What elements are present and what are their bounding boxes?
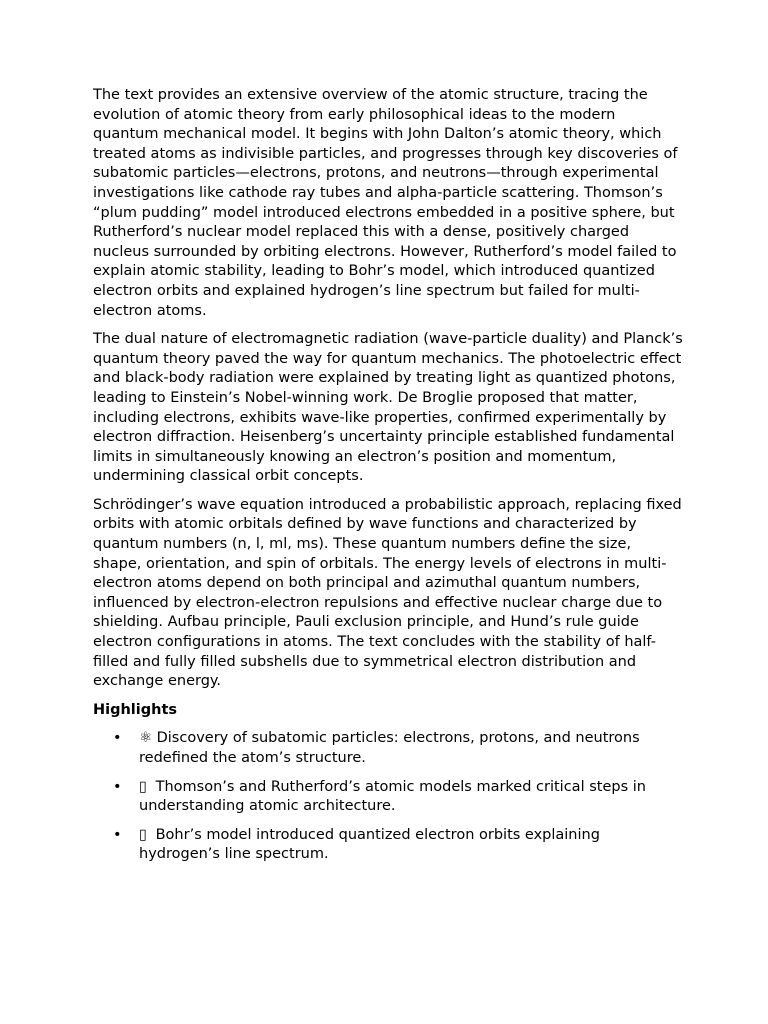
missing-glyph-icon: ▯ [139, 778, 147, 795]
missing-glyph-icon: ▯ [139, 826, 147, 843]
list-item [93, 778, 683, 817]
bullet-icon: • [113, 730, 122, 747]
bullet-icon: • [113, 778, 122, 795]
paragraph-quantum-theory: The dual nature of electromagnetic radiation (wave-particle duality) and Planck’s quantum theory paved the way for quantum mechanics. The photoelectric effect and black-body radiation were explained by treating light as quantized photons, leading to Einstein’s Nobel-winning work. De Broglie proposed that matter, including electrons, exhibits wave-like properties, confirmed experimentally by electron diffraction. Heisenberg’s uncertainty principle established fundamental limits in simultaneously knowing an electron’s position and momentum, undermining classical orbit concepts. [93, 331, 683, 485]
list-item [93, 826, 683, 865]
paragraph-overview: The text provides an extensive overview of the atomic structure, tracing the evolution of atomic theory from early philosophical ideas to the modern quantum mechanical model. It begins with John Dalton’s atomic theory, which treated atoms as indivisible particles, and progresses through key discoveries of subatomic particles—electrons, protons, and neutrons—through experimental investigations like cathode ray tubes and alpha-particle scattering. Thomson’s “plum pudding” model introduced electrons embedded in a positive sphere, but Rutherford’s nuclear model replaced this with a dense, positively charged nucleus surrounded by orbiting electrons. However, Rutherford’s model failed to explain atomic stability, leading to Bohr’s model, which introduced quantized electron orbits and explained hydrogen’s line spectrum but failed for multi-electron atoms. [93, 87, 678, 319]
atom-icon: ⚛ [139, 730, 152, 747]
highlight-text: Discovery of subatomic particles: electrons, protons, and neutrons redefined the atom’s structure. [139, 730, 640, 766]
paragraph-wave-equation: Schrödinger’s wave equation introduced a probabilistic approach, replacing fixed orbits with atomic orbitals defined by wave functions and characterized by quantum numbers (n, l, ml, ms). These quantum numbers define the size, shape, orientation, and spin of orbitals. The energy levels of electrons in multi-electron atoms depend on both principal and azimuthal quantum numbers, influenced by electron-electron repulsions and effective nuclear charge due to shielding. Aufbau principle, Pauli exclusion principle, and Hund’s rule guide electron configurations in atoms. The text concludes with the stability of half-filled and fully filled subshells due to symmetrical electron distribution and exchange energy. [93, 496, 682, 690]
list-item [93, 729, 683, 768]
highlights-heading: Highlights [93, 701, 178, 718]
highlights-list [93, 729, 683, 865]
highlight-text: Bohr’s model introduced quantized electron orbits explaining hydrogen’s line spectrum. [139, 826, 600, 863]
highlight-text: Thomson’s and Rutherford’s atomic models marked critical steps in understanding atomic architecture. [139, 778, 646, 815]
document-page [93, 86, 683, 874]
bullet-icon: • [113, 826, 122, 843]
